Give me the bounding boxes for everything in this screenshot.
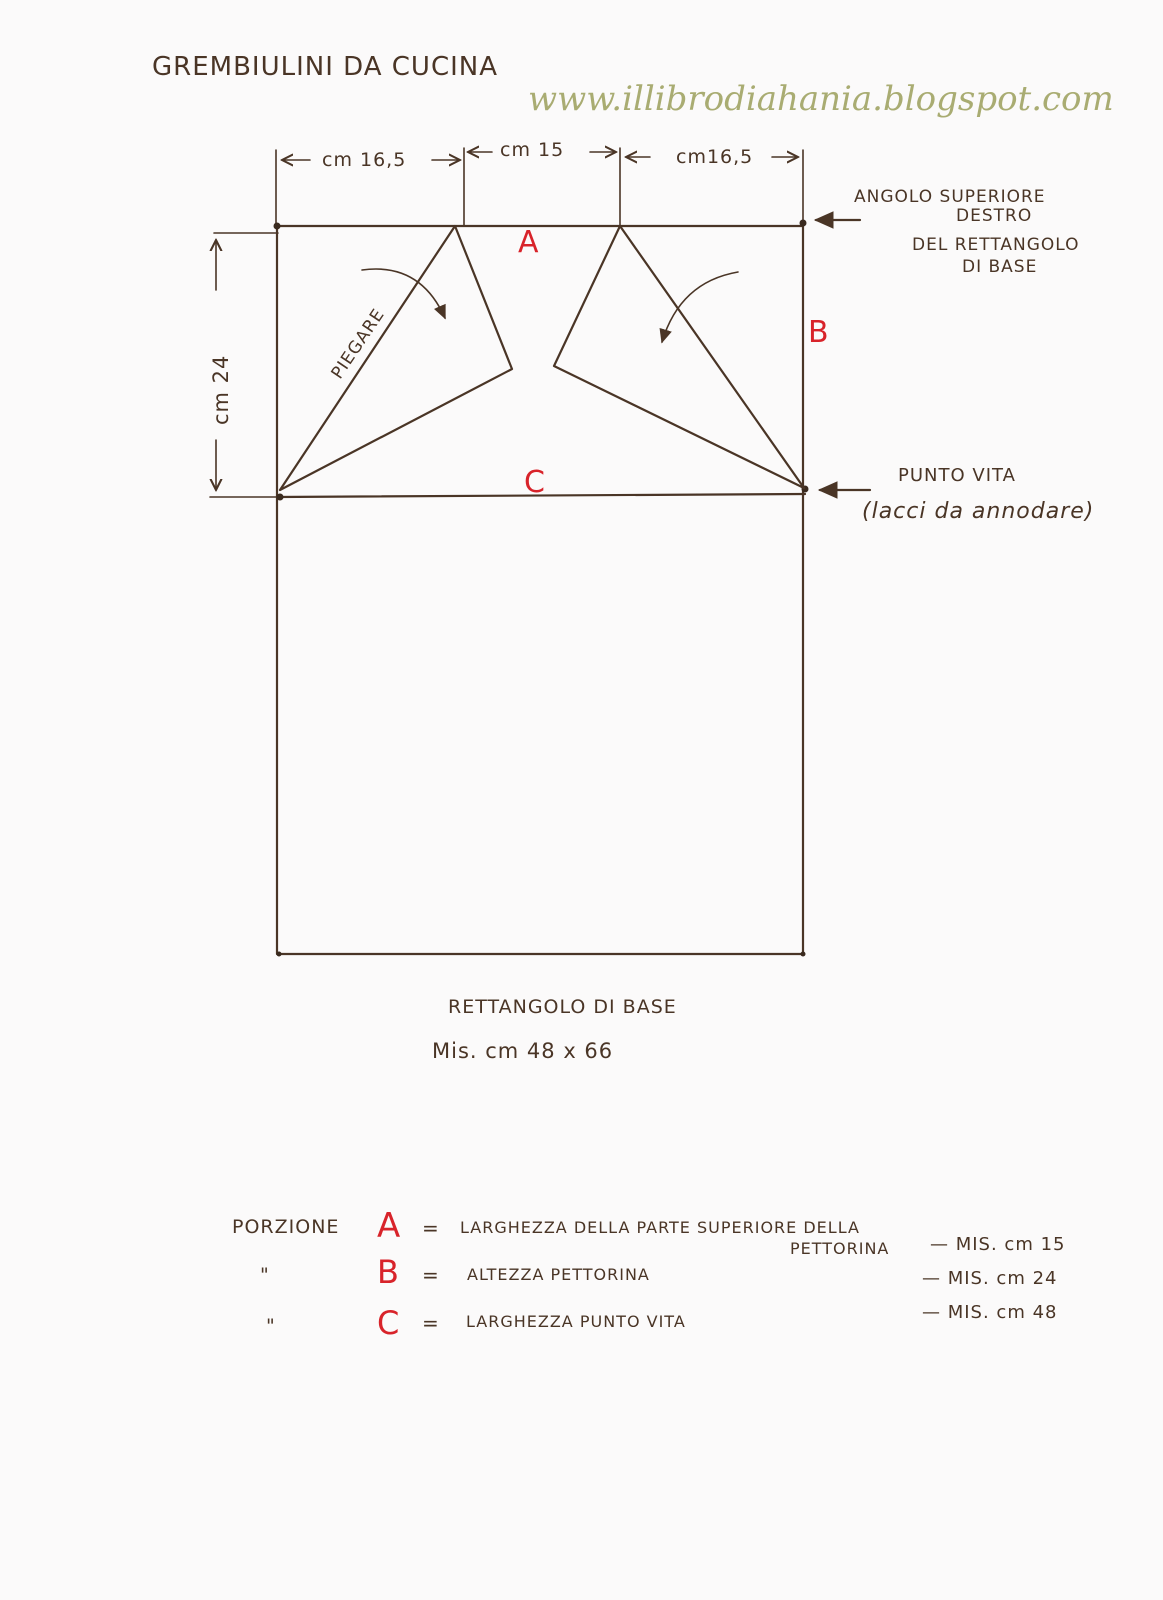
legend-measure-b: — MIS. cm 24 [922,1268,1058,1289]
fold-arrow-right [662,272,738,342]
legend-prefix-a: PORZIONE [232,1216,340,1238]
legend-letter-a: A [377,1206,401,1246]
legend-letter-c: C [377,1304,400,1342]
corner-dot-bottom-left [277,952,282,957]
legend-measure-c: — MIS. cm 48 [922,1302,1058,1323]
legend-text-c: LARGHEZZA PUNTO VITA [466,1312,686,1331]
dim-label-center: cm 15 [500,139,565,161]
waist-annotation-line1: PUNTO VITA [898,465,1016,486]
legend-text-a: LARGHEZZA DELLA PARTE SUPERIORE DELLA [460,1218,860,1237]
website-url: www.illibrodiahania.blogspot.com [528,79,1114,119]
corner-dot-top-right [800,220,807,227]
fold-shape-left [280,226,512,490]
title: GREMBIULINI DA CUCINA [152,52,498,82]
legend-text-b: ALTEZZA PETTORINA [467,1265,650,1284]
dim-label-height: cm 24 [209,354,233,425]
legend-prefix-c: " [266,1315,276,1337]
corner-annotation-line4: DI BASE [962,257,1038,277]
corner-annotation-line1: ANGOLO SUPERIORE [854,187,1046,207]
corner-annotation-line3: DEL RETTANGOLO [912,235,1080,255]
dim-label-right: cm16,5 [676,146,754,168]
label-b: B [808,315,829,350]
base-caption: RETTANGOLO DI BASE [448,996,677,1018]
fold-shape-right [554,226,804,488]
legend-eq-c: = [422,1311,440,1335]
base-measure: Mis. cm 48 x 66 [432,1039,614,1063]
legend-eq-a: = [422,1216,440,1240]
legend-measure-a: — MIS. cm 15 [930,1234,1066,1255]
corner-annotation-line2: DESTRO [956,206,1033,226]
label-a: A [518,225,539,260]
dim-label-left: cm 16,5 [322,149,407,171]
corner-dot-bottom-right [801,952,806,957]
corner-dot-waist-left [277,494,284,501]
corner-dot-top-left [274,223,281,230]
legend-letter-b: B [377,1253,399,1291]
fold-label: PIEGARE [327,304,390,383]
legend-prefix-b: " [260,1264,270,1286]
label-c: C [524,465,545,500]
waist-annotation-line2: (lacci da annodare) [862,499,1095,524]
legend-text2-a: PETTORINA [790,1239,890,1258]
legend-eq-b: = [422,1263,440,1287]
